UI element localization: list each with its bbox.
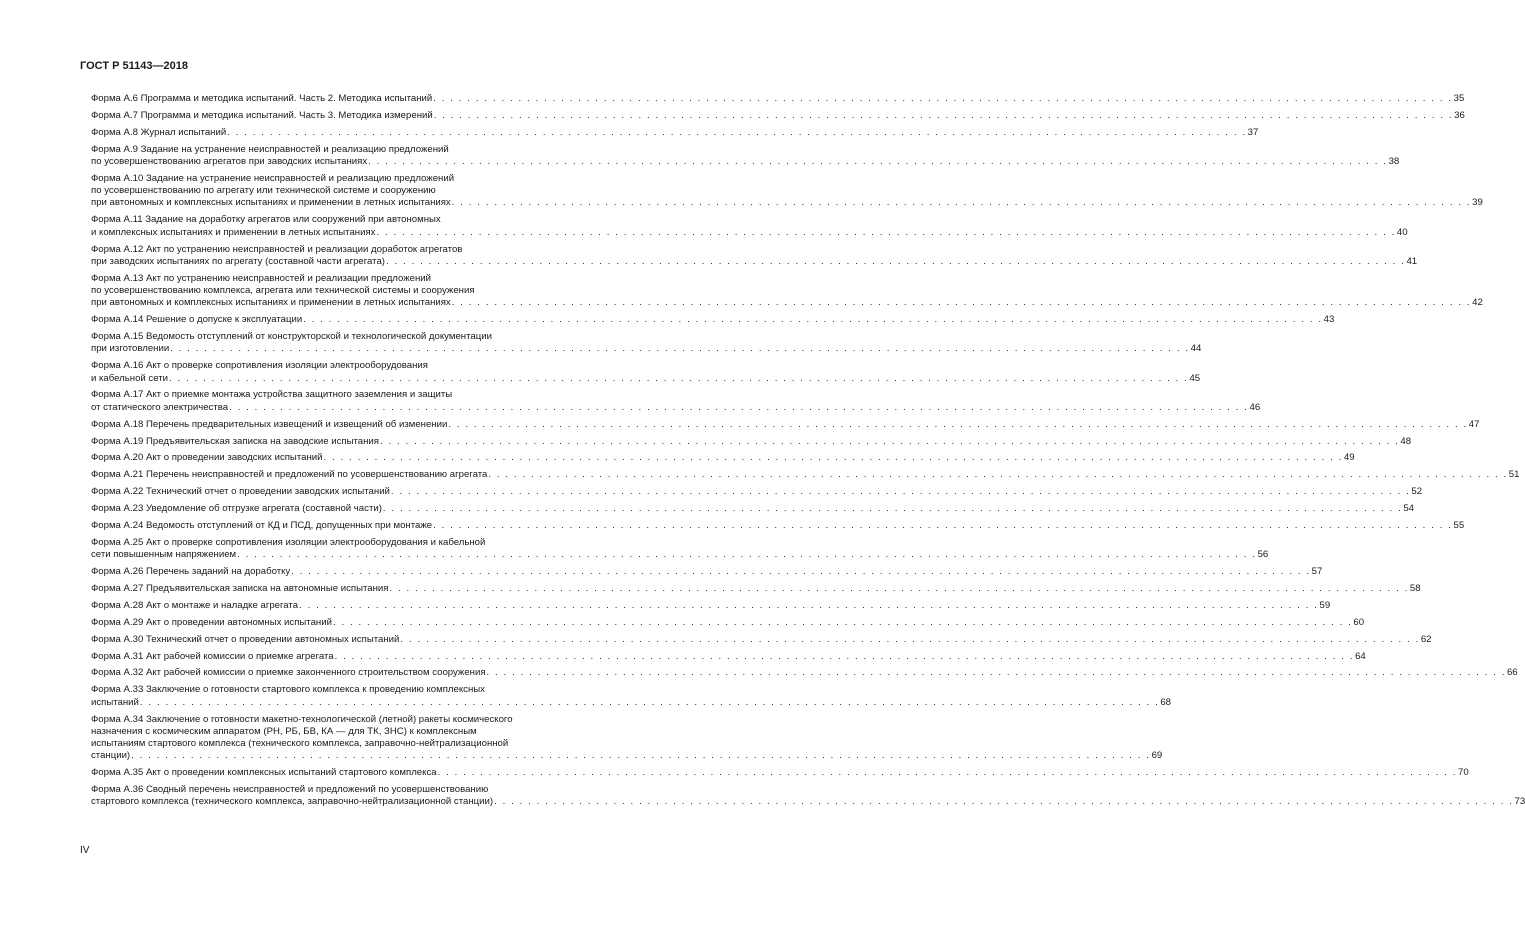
toc-entry-line: [91, 144, 609, 156]
toc-leader-dots: . . . . . . . . . . . . . . . . . . . . . . . . . . . . . . . . . . . . . . . . . . . . . . . . . . . . . . . . . . . . . . . . . . . . . . . . . . . . . . . . . . . . . . . . . . . . . . . . . . . . . . . . . . . . . . . . . . . . . . . .: [229, 401, 1249, 413]
toc-entry-title: испытаний: [91, 696, 139, 708]
toc-entry-line: [91, 155, 1400, 168]
toc-entry-title: сети повышенным напряжением: [91, 549, 237, 561]
toc-entry: [91, 616, 1365, 629]
toc-entry-line: [91, 297, 1483, 309]
toc-page-number: 64: [1355, 650, 1366, 662]
toc-entry-title: Форма А.35 Акт о проведении комплексных испытаний стартового комплекса: [91, 767, 437, 779]
toc-entry-title: при автономных и комплексных испытаниях и применении в летных испытаниях: [91, 297, 451, 309]
toc-entry: [91, 503, 1415, 515]
toc-entry-line: [91, 389, 609, 401]
toc-entry-line: [91, 650, 1366, 663]
toc-entry-line: [91, 796, 1525, 808]
toc-entry-line: [91, 520, 1465, 532]
toc-page-number: 48: [1400, 435, 1412, 447]
toc-entry-line: [91, 486, 1423, 498]
toc-entry-line: [91, 372, 1201, 385]
toc-page-number: 73: [1514, 796, 1525, 808]
toc-leader-dots: . . . . . . . . . . . . . . . . . . . . . . . . . . . . . . . . . . . . . . . . . . . . . . . . . . . . . . . . . . . . . . . . . . . . . . . . . . . . . . . . . . . . . . . . . . . . . . . . . . . . . . . . . . . . . . . . . . . . . . . .: [323, 452, 1343, 464]
toc-leader-dots: . . . . . . . . . . . . . . . . . . . . . . . . . . . . . . . . . . . . . . . . . . . . . . . . . . . . . . . . . . . . . . . . . . . . . . . . . . . . . . . . . . . . . . . . . . . . . . . . . . . . . . . . . . . . . . . . . . . . . . . .: [379, 435, 1400, 447]
toc-entry-title: по усовершенствованию комплекса, агрегата или технической системы и сооружения: [91, 285, 475, 297]
toc-entry: [91, 109, 1465, 122]
toc-entry-line: [91, 633, 1432, 646]
toc-entry: [91, 331, 1202, 356]
toc-entry: [91, 360, 1201, 385]
toc-entry-title: Форма А.34 Заключение о готовности макетно-технологической (летной) ракеты космического: [91, 713, 513, 725]
toc-entry: [91, 486, 1423, 498]
toc-page-number: 66: [1506, 667, 1518, 679]
toc-page-number: 70: [1458, 767, 1469, 779]
toc-page-number: 52: [1411, 486, 1423, 498]
toc-entry: [91, 143, 1400, 169]
toc-page-number: 42: [1472, 297, 1483, 309]
toc-entry-title: Форма А.6 Программа и методика испытаний. Часть 2. Методика испытаний: [91, 93, 433, 104]
toc-entry-title: Форма А.25 Акт о проверке сопротивления изоляции электрооборудования и кабельной: [91, 536, 486, 548]
toc-leader-dots: . . . . . . . . . . . . . . . . . . . . . . . . . . . . . . . . . . . . . . . . . . . . . . . . . . . . . . . . . . . . . . . . . . . . . . . . . . . . . . . . . . . . . . . . . . . . . . . . . . . . . . . . . . . . . . . . . . . . . . . .: [227, 126, 1247, 138]
toc-entry-title: Форма А.31 Акт рабочей комиссии о приемке агрегата: [91, 650, 334, 662]
toc-page-number: 35: [1453, 93, 1465, 104]
toc-entry-line: [91, 343, 1202, 355]
toc-entry-title: Форма А.30 Технический отчет о проведении автономных испытаний: [91, 633, 400, 645]
toc-entry-line: [91, 784, 609, 796]
toc-leader-dots: . . . . . . . . . . . . . . . . . . . . . . . . . . . . . . . . . . . . . . . . . . . . . . . . . . . . . . . . . . . . . . . . . . . . . . . . . . . . . . . . . . . . . . . . . . . . . . . . . . . . . . . . . . . . . . . . . . . . . . . .: [400, 633, 1420, 645]
toc-page-number: 57: [1311, 566, 1323, 578]
toc-page-number: 45: [1189, 372, 1201, 384]
toc-entry-line: [91, 696, 1172, 709]
toc-entry-line: [91, 214, 609, 226]
toc-entry: [91, 243, 1418, 269]
toc-entry: [91, 452, 1355, 464]
toc-leader-dots: . . . . . . . . . . . . . . . . . . . . . . . . . . . . . . . . . . . . . . . . . . . . . . . . . . . . . . . . . . . . . . . . . . . . . . . . . . . . . . . . . . . . . . . . . . . . . . . . . . . . . . . . . . . . . . . . . . . . . . . .: [451, 297, 1472, 309]
toc-entry-title: Форма А.11 Задание на доработку агрегатов или сооружений при автономных: [91, 214, 441, 226]
toc-entry-title: Форма А.9 Задание на устранение неисправностей и реализацию предложений: [91, 143, 449, 155]
toc-page-number: 54: [1403, 503, 1415, 515]
toc-page-number: 60: [1353, 616, 1365, 628]
toc-entry-title: Форма А.10 Задание на устранение неисправностей и реализацию предложений: [91, 172, 455, 184]
toc-entry-title: Форма А.36 Сводный перечень неисправностей и предложений по усовершенствованию: [91, 784, 489, 796]
toc-entry-line: [91, 197, 1483, 209]
toc-page-number: 58: [1409, 582, 1421, 594]
toc-entry-line: [91, 452, 1355, 464]
toc-entry: [91, 389, 1261, 414]
toc-entry-line: [91, 255, 1418, 268]
toc-entry-line: [91, 360, 609, 372]
toc-leader-dots: . . . . . . . . . . . . . . . . . . . . . . . . . . . . . . . . . . . . . . . . . . . . . . . . . . . . . . . . . . . . . . . . . . . . . . . . . . . . . . . . . . . . . . . . . . . . . . . . . . . . . . . . . . . . . . . . . . . . . . . .: [303, 314, 1323, 326]
toc-page-number: 39: [1472, 197, 1483, 209]
toc-entry-title: Форма А.23 Уведомление об отгрузке агрегата (составной части): [91, 503, 382, 515]
toc-leader-dots: . . . . . . . . . . . . . . . . . . . . . . . . . . . . . . . . . . . . . . . . . . . . . . . . . . . . . . . . . . . . . . . . . . . . . . . . . . . . . . . . . . . . . . . . . . . . . . . . . . . . . . . . . . . . . . . . . . . . . . . .: [433, 93, 1453, 104]
toc-entry-title: Форма А.14 Решение о допуске к эксплуатации: [91, 314, 303, 326]
toc-leader-dots: . . . . . . . . . . . . . . . . . . . . . . . . . . . . . . . . . . . . . . . . . . . . . . . . . . . . . . . . . . . . . . . . . . . . . . . . . . . . . . . . . . . . . . . . . . . . . . . . . . . . . . . . . . . . . . . . . . . . . . . .: [486, 667, 1506, 679]
toc-entry-line: [91, 714, 609, 726]
toc-leader-dots: . . . . . . . . . . . . . . . . . . . . . . . . . . . . . . . . . . . . . . . . . . . . . . . . . . . . . . . . . . . . . . . . . . . . . . . . . . . . . . . . . . . . . . . . . . . . . . . . . . . . . . . . . . . . . . . . . . . . . . . .: [169, 372, 1189, 384]
toc-entry: [91, 469, 1520, 481]
toc-page-number: 43: [1323, 314, 1335, 326]
toc-leader-dots: . . . . . . . . . . . . . . . . . . . . . . . . . . . . . . . . . . . . . . . . . . . . . . . . . . . . . . . . . . . . . . . . . . . . . . . . . . . . . . . . . . . . . . . . . . . . . . . . . . . . . . . . . . . . . . . . . . . . . . . .: [237, 549, 1257, 561]
toc-entry-title: назначения с космическим аппаратом (РН, РБ, БВ, КА — для ТК, ЗНС) к комплексным: [91, 725, 477, 737]
toc-entry: [91, 418, 1480, 431]
toc-entry-line: [91, 226, 1408, 239]
toc-entry: [91, 272, 1483, 310]
toc-entry-line: [91, 767, 1469, 779]
toc-entry-line: [91, 726, 609, 738]
toc-page-number: 55: [1453, 520, 1465, 531]
toc-entry-title: Форма А.8 Журнал испытаний: [91, 126, 227, 138]
toc-entry-title: Форма А.27 Предъявительская записка на автономные испытания: [91, 582, 389, 594]
toc-entry-title: Форма А.7 Программа и методика испытаний. Часть 3. Методика измерений: [91, 109, 433, 121]
toc-entry: [91, 566, 1323, 578]
toc-entry: [91, 435, 1412, 448]
toc-page-number: 36: [1454, 109, 1465, 121]
toc-entry-title: при изготовлении: [91, 343, 170, 355]
toc-entry-title: станции): [91, 750, 131, 762]
toc-entry-line: [91, 549, 1269, 561]
toc-entry: [91, 536, 1269, 562]
document-header: ГОСТ Р 51143—2018: [80, 60, 188, 72]
toc-entry-title: испытаниям стартового комплекса (технического комплекса, заправочно-нейтрализационной: [91, 738, 509, 750]
toc-entry-title: стартового комплекса (технического комплекса, заправочно-нейтрализационной станции): [91, 796, 494, 808]
toc-entry-title: Форма А.15 Ведомость отступлений от конструкторской и технологической документации: [91, 331, 492, 343]
toc-entry-title: Форма А.19 Предъявительская записка на заводские испытания: [91, 435, 379, 447]
toc-entry-line: [91, 331, 609, 343]
toc-page-number: 46: [1249, 401, 1261, 413]
toc-entry-title: Форма А.32 Акт рабочей комиссии о приемке законченного строительством сооружения: [91, 667, 486, 679]
toc-entry-title: Форма А.20 Акт о проведении заводских испытаний: [91, 452, 323, 464]
toc-entry: [91, 314, 1335, 326]
toc-entry: [91, 214, 1408, 239]
toc-entry-line: [91, 418, 1480, 431]
toc-entry-title: Форма А.22 Технический отчет о проведении заводских испытаний: [91, 486, 390, 498]
toc-entry-line: [91, 314, 1335, 326]
toc-leader-dots: . . . . . . . . . . . . . . . . . . . . . . . . . . . . . . . . . . . . . . . . . . . . . . . . . . . . . . . . . . . . . . . . . . . . . . . . . . . . . . . . . . . . . . . . . . . . . . . . . . . . . . . . . . . . . . . . . . . . . . . .: [494, 796, 1514, 808]
toc-leader-dots: . . . . . . . . . . . . . . . . . . . . . . . . . . . . . . . . . . . . . . . . . . . . . . . . . . . . . . . . . . . . . . . . . . . . . . . . . . . . . . . . . . . . . . . . . . . . . . . . . . . . . . . . . . . . . . . . . . . . . . . .: [433, 109, 1454, 121]
toc-entry-title: Форма А.24 Ведомость отступлений от КД и ПСД, допущенных при монтаже: [91, 520, 433, 531]
toc-entry-title: от статического электричества: [91, 401, 229, 413]
toc-leader-dots: . . . . . . . . . . . . . . . . . . . . . . . . . . . . . . . . . . . . . . . . . . . . . . . . . . . . . . . . . . . . . . . . . . . . . . . . . . . . . . . . . . . . . . . . . . . . . . . . . . . . . . . . . . . . . . . . . . . . . . . .: [299, 599, 1319, 611]
toc-leader-dots: . . . . . . . . . . . . . . . . . . . . . . . . . . . . . . . . . . . . . . . . . . . . . . . . . . . . . . . . . . . . . . . . . . . . . . . . . . . . . . . . . . . . . . . . . . . . . . . . . . . . . . . . . . . . . . . . . . . . . . . .: [170, 343, 1190, 355]
toc-entry-title: при заводских испытаниях по агрегату (составной части агрегата): [91, 255, 385, 267]
toc-entry-line: [91, 273, 609, 285]
toc-page-number: 59: [1319, 599, 1331, 611]
toc-entry: [91, 582, 1421, 595]
toc-entry-line: [91, 738, 609, 750]
toc-entry: [91, 667, 1518, 679]
toc-entry-line: [91, 469, 1520, 481]
toc-entry-title: Форма А.13 Акт по устранению неисправностей и реализации предложений: [91, 272, 432, 284]
toc-entry-title: Форма А.21 Перечень неисправностей и предложений по усовершенствованию агрегата: [91, 469, 488, 481]
toc-entry: [91, 713, 1163, 763]
toc-entry-line: [91, 599, 1331, 612]
toc-entry-line: [91, 537, 609, 549]
toc-page-number: 37: [1247, 126, 1259, 138]
toc-entry-line: [91, 93, 1465, 105]
toc-entry-title: по усовершенствованию по агрегату или технической системе и сооружению: [91, 185, 436, 197]
toc-page-number: 51: [1508, 469, 1520, 481]
toc-entry-title: Форма А.28 Акт о монтаже и наладке агрегата: [91, 599, 299, 611]
toc-leader-dots: . . . . . . . . . . . . . . . . . . . . . . . . . . . . . . . . . . . . . . . . . . . . . . . . . . . . . . . . . . . . . . . . . . . . . . . . . . . . . . . . . . . . . . . . . . . . . . . . . . . . . . . . . . . . . . . . . . . . . . . .: [332, 616, 1353, 628]
toc-page-number: 69: [1151, 750, 1163, 762]
toc-page-number: 40: [1396, 226, 1408, 238]
toc-entry-title: по усовершенствованию агрегатов при заводских испытаниях: [91, 155, 368, 167]
toc-entry-title: Форма А.26 Перечень заданий на доработку: [91, 566, 291, 578]
toc-entry: [91, 684, 1172, 709]
toc-entry-title: и комплексных испытаниях и применении в летных испытаниях: [91, 226, 376, 238]
toc-entry-title: Форма А.18 Перечень предварительных извещений и извещений об изменении: [91, 418, 448, 430]
toc-entry: [91, 784, 1525, 809]
toc-entry-line: [91, 566, 1323, 578]
toc-leader-dots: . . . . . . . . . . . . . . . . . . . . . . . . . . . . . . . . . . . . . . . . . . . . . . . . . . . . . . . . . . . . . . . . . . . . . . . . . . . . . . . . . . . . . . . . . . . . . . . . . . . . . . . . . . . . . . . . . . . . . . . .: [389, 582, 1409, 594]
toc-page-number: 68: [1160, 696, 1172, 708]
toc-entry-title: Форма А.29 Акт о проведении автономных испытаний: [91, 616, 332, 628]
toc-entry-line: [91, 285, 609, 297]
toc-leader-dots: . . . . . . . . . . . . . . . . . . . . . . . . . . . . . . . . . . . . . . . . . . . . . . . . . . . . . . . . . . . . . . . . . . . . . . . . . . . . . . . . . . . . . . . . . . . . . . . . . . . . . . . . . . . . . . . . . . . . . . . .: [131, 750, 1151, 762]
page-number: IV: [80, 845, 90, 856]
toc-page-number: 56: [1257, 549, 1269, 561]
toc-page-number: 44: [1190, 343, 1202, 355]
toc-entry-line: [91, 401, 1261, 414]
toc-entry-title: и кабельной сети: [91, 372, 168, 384]
toc-entry: [91, 633, 1432, 646]
toc-page-number: 41: [1406, 255, 1418, 267]
toc-leader-dots: . . . . . . . . . . . . . . . . . . . . . . . . . . . . . . . . . . . . . . . . . . . . . . . . . . . . . . . . . . . . . . . . . . . . . . . . . . . . . . . . . . . . . . . . . . . . . . . . . . . . . . . . . . . . . . . . . . . . . . . .: [382, 503, 1403, 515]
toc-leader-dots: . . . . . . . . . . . . . . . . . . . . . . . . . . . . . . . . . . . . . . . . . . . . . . . . . . . . . . . . . . . . . . . . . . . . . . . . . . . . . . . . . . . . . . . . . . . . . . . . . . . . . . . . . . . . . . . . . . . . . . . .: [291, 566, 1311, 578]
toc-entry-title: Форма А.12 Акт по устранению неисправностей и реализации доработок агрегатов: [91, 243, 463, 255]
toc-entry-line: [91, 667, 1518, 679]
toc-page-number: 62: [1420, 633, 1432, 645]
toc-leader-dots: . . . . . . . . . . . . . . . . . . . . . . . . . . . . . . . . . . . . . . . . . . . . . . . . . . . . . . . . . . . . . . . . . . . . . . . . . . . . . . . . . . . . . . . . . . . . . . . . . . . . . . . . . . . . . . . . . . . . . . . .: [368, 155, 1388, 167]
toc-entry-line: [91, 244, 609, 256]
toc-leader-dots: . . . . . . . . . . . . . . . . . . . . . . . . . . . . . . . . . . . . . . . . . . . . . . . . . . . . . . . . . . . . . . . . . . . . . . . . . . . . . . . . . . . . . . . . . . . . . . . . . . . . . . . . . . . . . . . . . . . . . . . .: [334, 650, 1355, 662]
toc-entry: [91, 126, 1259, 139]
toc-entry-line: [91, 582, 1421, 595]
toc-leader-dots: . . . . . . . . . . . . . . . . . . . . . . . . . . . . . . . . . . . . . . . . . . . . . . . . . . . . . . . . . . . . . . . . . . . . . . . . . . . . . . . . . . . . . . . . . . . . . . . . . . . . . . . . . . . . . . . . . . . . . . . .: [376, 226, 1396, 238]
toc-page-number: 47: [1468, 418, 1480, 430]
toc-entry-line: [91, 109, 1465, 122]
toc-entry-line: [91, 750, 1163, 762]
toc-page-number: 38: [1388, 155, 1400, 167]
toc-leader-dots: . . . . . . . . . . . . . . . . . . . . . . . . . . . . . . . . . . . . . . . . . . . . . . . . . . . . . . . . . . . . . . . . . . . . . . . . . . . . . . . . . . . . . . . . . . . . . . . . . . . . . . . . . . . . . . . . . . . . . . . .: [433, 520, 1453, 531]
table-of-contents: [91, 93, 1525, 813]
toc-entry: [91, 520, 1465, 532]
toc-entry-line: [91, 126, 1259, 139]
toc-entry: [91, 650, 1366, 663]
toc-entry: [91, 767, 1469, 779]
toc-leader-dots: . . . . . . . . . . . . . . . . . . . . . . . . . . . . . . . . . . . . . . . . . . . . . . . . . . . . . . . . . . . . . . . . . . . . . . . . . . . . . . . . . . . . . . . . . . . . . . . . . . . . . . . . . . . . . . . . . . . . . . . .: [488, 469, 1508, 481]
toc-entry-title: при автономных и комплексных испытаниях и применении в летных испытаниях: [91, 197, 451, 209]
toc-page-number: 49: [1343, 452, 1355, 464]
toc-entry-line: [91, 616, 1365, 629]
toc-entry: [91, 172, 1483, 210]
toc-entry-line: [91, 435, 1412, 448]
toc-entry-line: [91, 173, 609, 185]
toc-entry-line: [91, 503, 1415, 515]
toc-leader-dots: . . . . . . . . . . . . . . . . . . . . . . . . . . . . . . . . . . . . . . . . . . . . . . . . . . . . . . . . . . . . . . . . . . . . . . . . . . . . . . . . . . . . . . . . . . . . . . . . . . . . . . . . . . . . . . . . . . . . . . . .: [437, 767, 1458, 779]
toc-entry-title: Форма А.33 Заключение о готовности стартового комплекса к проведению комплексных: [91, 684, 485, 696]
toc-leader-dots: . . . . . . . . . . . . . . . . . . . . . . . . . . . . . . . . . . . . . . . . . . . . . . . . . . . . . . . . . . . . . . . . . . . . . . . . . . . . . . . . . . . . . . . . . . . . . . . . . . . . . . . . . . . . . . . . . . . . . . . .: [451, 197, 1472, 209]
toc-entry-line: [91, 185, 609, 197]
toc-entry-line: [91, 684, 609, 696]
toc-entry: [91, 599, 1331, 612]
toc-leader-dots: . . . . . . . . . . . . . . . . . . . . . . . . . . . . . . . . . . . . . . . . . . . . . . . . . . . . . . . . . . . . . . . . . . . . . . . . . . . . . . . . . . . . . . . . . . . . . . . . . . . . . . . . . . . . . . . . . . . . . . . .: [390, 486, 1411, 498]
toc-leader-dots: . . . . . . . . . . . . . . . . . . . . . . . . . . . . . . . . . . . . . . . . . . . . . . . . . . . . . . . . . . . . . . . . . . . . . . . . . . . . . . . . . . . . . . . . . . . . . . . . . . . . . . . . . . . . . . . . . . . . . . . .: [385, 255, 1406, 267]
toc-entry-title: Форма А.17 Акт о приемке монтажа устройства защитного заземления и защиты: [91, 389, 453, 401]
toc-entry: [91, 93, 1465, 105]
toc-entry-title: Форма А.16 Акт о проверке сопротивления изоляции электрооборудования: [91, 360, 428, 372]
toc-leader-dots: . . . . . . . . . . . . . . . . . . . . . . . . . . . . . . . . . . . . . . . . . . . . . . . . . . . . . . . . . . . . . . . . . . . . . . . . . . . . . . . . . . . . . . . . . . . . . . . . . . . . . . . . . . . . . . . . . . . . . . . .: [448, 418, 1468, 430]
toc-leader-dots: . . . . . . . . . . . . . . . . . . . . . . . . . . . . . . . . . . . . . . . . . . . . . . . . . . . . . . . . . . . . . . . . . . . . . . . . . . . . . . . . . . . . . . . . . . . . . . . . . . . . . . . . . . . . . . . . . . . . . . . .: [139, 696, 1160, 708]
